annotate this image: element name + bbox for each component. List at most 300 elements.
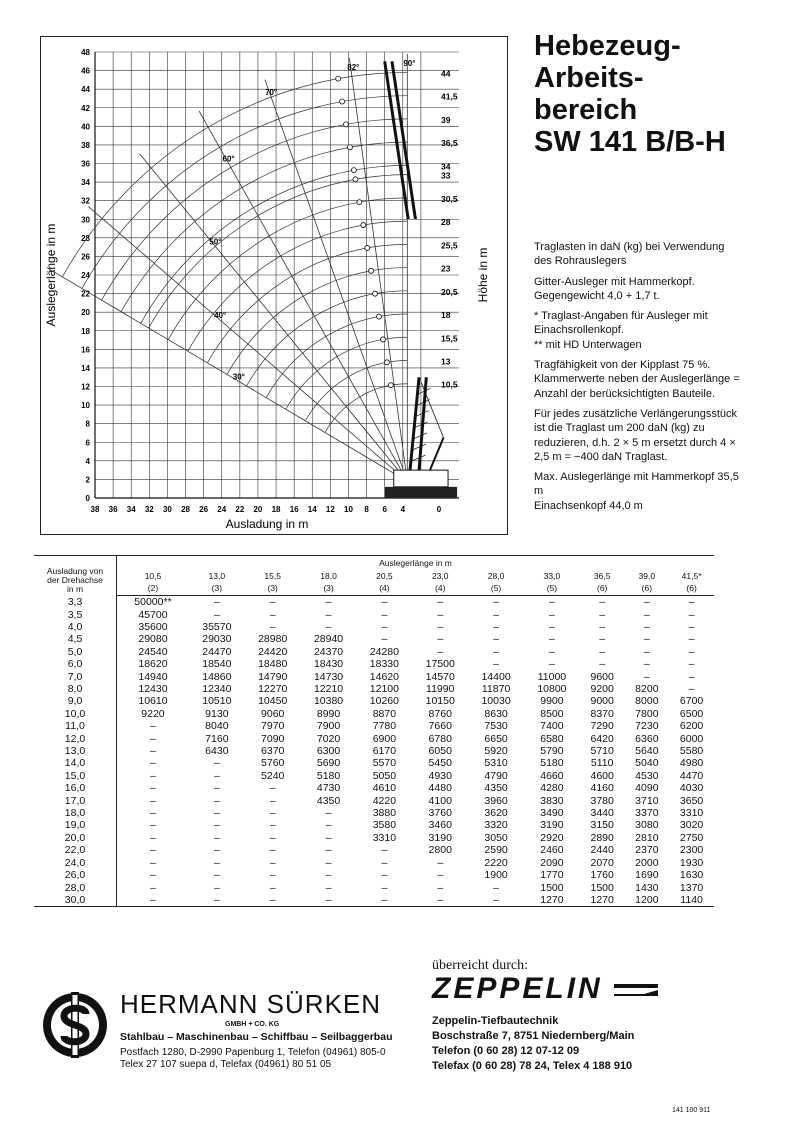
load-cell: – [325, 856, 332, 869]
boom-tip-marker [351, 168, 356, 173]
load-cell: – [468, 894, 524, 907]
load-cell: 6430 [205, 745, 229, 758]
manufacturer-block [40, 985, 400, 1070]
boom-length-label: 23 [441, 263, 451, 274]
load-cell: 4470 [679, 769, 704, 782]
x-tick-label: 14 [307, 505, 317, 514]
boom-angle-label: 50° [209, 237, 222, 247]
company-address [120, 1047, 386, 1071]
boom-length-label: 10,5 [441, 379, 458, 390]
table-row [34, 633, 714, 645]
y-tick-label: 40 [81, 122, 90, 132]
load-cell: – [213, 807, 220, 820]
dealer-block [432, 958, 732, 1074]
boom-angle-line [47, 268, 408, 485]
y-tick-label: 28 [81, 233, 90, 243]
load-cell: 10030 [481, 695, 511, 708]
x-tick-label: 4 [400, 505, 406, 514]
title-line: SW 141 B/B-H [534, 126, 726, 158]
load-cell: 9600 [590, 670, 614, 683]
load-cell: – [688, 633, 695, 646]
table-row [34, 720, 714, 732]
load-cell: – [269, 782, 276, 795]
load-cell: 11870 [481, 683, 511, 696]
load-cell: – [599, 633, 606, 646]
load-cell: – [269, 856, 276, 869]
table-row [34, 832, 714, 844]
radius-cell: 8,0 [34, 683, 117, 695]
load-cell: – [643, 658, 650, 671]
radius-cell: 22,0 [34, 844, 117, 856]
boom-tip-marker [384, 360, 389, 365]
working-range-diagram [40, 36, 508, 535]
load-cell: – [189, 894, 245, 907]
load-cell: 1270 [580, 894, 625, 907]
parts-count-header: (6) [625, 581, 670, 596]
load-cell: 5050 [372, 769, 397, 782]
boom-length-header: 10,5 [144, 570, 162, 581]
load-cell: 28940 [313, 633, 344, 646]
load-cell: – [437, 645, 444, 658]
load-cell: 6050 [428, 745, 452, 758]
load-cell: – [269, 869, 276, 882]
load-cell: – [381, 844, 388, 857]
load-cell: 2800 [428, 844, 452, 857]
load-cell: 3050 [484, 831, 508, 844]
note-text: Für jedes zusätzliche Verlängerungsstück ist die Traglast um 200 daN (kg) zu reduzieren, d.h. 2 × 5 m ersetzt durch 4 × 2,5 m = −400 daN Traglast. [534, 407, 737, 463]
load-cell: 3880 [372, 807, 397, 820]
note-text: Traglasten in daN (kg) bei Verwendung des Rohrauslegers [534, 241, 725, 268]
radius-cell: 13,0 [34, 745, 117, 757]
boom-length-header-row [34, 568, 714, 580]
load-cell: – [213, 869, 220, 882]
load-cell: 1930 [679, 856, 704, 869]
radius-cell: 24,0 [34, 857, 117, 869]
x-tick-label: 24 [217, 505, 227, 514]
load-cell: 14620 [369, 670, 399, 683]
load-cell: – [599, 645, 606, 658]
boom-angle-line [265, 80, 407, 482]
load-cell: 3310 [679, 807, 704, 820]
load-cell: – [549, 658, 555, 671]
load-cell: 14730 [313, 670, 344, 683]
company-address-line: Postfach 1280, D-2990 Papenburg 1, Telefon (04961) 805-0 [120, 1047, 386, 1058]
load-cell: 5760 [261, 757, 285, 770]
load-cell: 2440 [590, 844, 614, 857]
zeppelin-airship-icon [614, 982, 658, 998]
load-cell: – [269, 807, 276, 820]
parts-count-header: (5) [468, 581, 524, 596]
boom-length-label: 41,5 [441, 91, 458, 102]
load-cell: 5570 [372, 757, 397, 770]
load-cell: – [269, 844, 276, 857]
note-text: Gitter-Ausleger mit Hammerkopf. Gegengewicht 4,0 + 1,7 t. [534, 275, 695, 302]
load-cell: – [213, 782, 220, 795]
radius-cell: 3,3 [34, 596, 117, 609]
load-cell: 7780 [372, 720, 397, 733]
load-cell: – [688, 596, 695, 609]
load-cell: – [437, 620, 444, 633]
load-cell: 1430 [635, 881, 659, 894]
load-cell: – [599, 608, 606, 621]
load-cell: – [150, 732, 156, 745]
x-tick-label: 16 [289, 505, 299, 514]
load-cell: – [688, 658, 695, 671]
parts-count-header: (4) [356, 581, 412, 596]
load-cell: 5710 [590, 745, 614, 758]
radius-cell: 19,0 [34, 819, 117, 831]
load-cell: – [150, 782, 156, 795]
load-cell: – [643, 596, 650, 609]
boom-length-label: 33 [441, 170, 451, 181]
load-cell: – [150, 794, 156, 807]
y-tick-label: 20 [81, 308, 90, 318]
y-tick-label: 8 [85, 419, 90, 429]
table-row [34, 894, 714, 907]
company-name: HERMANN SÜRKEN [120, 989, 382, 1019]
table-row [34, 683, 714, 695]
load-cell: 5040 [635, 757, 659, 770]
load-cell: 2920 [540, 831, 564, 844]
load-cell: – [325, 831, 332, 844]
load-cell: 3960 [484, 794, 508, 807]
table-row [34, 708, 714, 720]
note-text: ** mit HD Unterwagen [534, 338, 642, 351]
load-cell: – [269, 881, 276, 894]
y-tick-label: 24 [81, 271, 90, 280]
table-row [34, 844, 714, 856]
load-cell: 17500 [425, 658, 455, 671]
load-cell: 4660 [540, 769, 564, 782]
document-number: 141 100 911 [672, 1107, 711, 1114]
y-tick-label: 32 [81, 196, 90, 206]
load-cell: 18430 [313, 658, 344, 671]
boom-angle-line [349, 58, 407, 481]
load-cell: 5920 [484, 745, 508, 758]
load-cell: – [325, 881, 332, 894]
load-cell: – [493, 881, 499, 894]
y-tick-label: 30 [81, 215, 90, 225]
load-cell: 7400 [540, 720, 564, 733]
load-cell: – [437, 633, 444, 646]
load-cell: 3080 [635, 819, 659, 832]
load-cell: – [549, 633, 555, 646]
load-cell: 6780 [428, 732, 452, 745]
parts-count-header: (6) [669, 581, 714, 596]
radius-cell: 7,0 [34, 671, 117, 683]
boom-length-label: 34 [441, 161, 451, 172]
note-text: Einachsenkopf 44,0 m [534, 499, 643, 512]
load-cell: 4350 [484, 782, 508, 795]
radius-header-line: in m [66, 583, 84, 594]
load-cell: 8500 [540, 707, 564, 720]
load-cell: – [493, 596, 499, 609]
load-cell: – [213, 831, 220, 844]
load-cell: – [549, 608, 555, 621]
table-row [34, 869, 714, 881]
load-cell: – [325, 819, 332, 832]
load-cell: 10800 [537, 683, 567, 696]
x-tick-label: 26 [199, 505, 209, 514]
load-cell: – [269, 819, 276, 832]
boom-length-label: 20,5 [441, 286, 458, 297]
load-cell: – [381, 596, 388, 609]
load-cell: – [493, 608, 499, 621]
load-cell: 28980 [258, 633, 288, 646]
load-cell: – [381, 869, 388, 882]
load-cell: 3490 [540, 807, 564, 820]
load-cell: 29030 [202, 633, 232, 646]
x-tick-label: 12 [325, 505, 335, 514]
y-tick-label: 10 [81, 401, 90, 411]
load-cell: 3020 [679, 819, 704, 832]
table-row [34, 882, 714, 894]
load-cell: – [643, 645, 650, 658]
x-tick-label: 38 [90, 505, 100, 514]
load-cell: – [381, 881, 388, 894]
load-cell: 1630 [679, 869, 704, 882]
load-cell: 12270 [258, 683, 288, 696]
radius-cell: 20,0 [34, 832, 117, 844]
load-cell: 6700 [679, 695, 704, 708]
radius-cell: 15,0 [34, 770, 117, 782]
load-cell: 4280 [540, 782, 564, 795]
load-cell: 3580 [372, 819, 397, 832]
load-cell: 8990 [316, 707, 341, 720]
x-tick-label: 0 [436, 505, 442, 514]
load-cell: 4090 [635, 782, 659, 795]
boom-length-label: 25,5 [441, 240, 458, 251]
load-cell: – [213, 769, 220, 782]
boom-angle-line [140, 154, 408, 481]
load-cell: 10510 [202, 695, 232, 708]
radius-header [34, 556, 117, 596]
load-cell: 7900 [316, 720, 341, 733]
load-cell: – [213, 856, 220, 869]
parts-count-header: (3) [301, 581, 357, 596]
y-tick-label: 46 [81, 66, 90, 76]
radius-cell: 28,0 [34, 882, 117, 894]
load-cell: 2590 [484, 844, 508, 857]
radius-cell: 5,0 [34, 646, 117, 658]
radius-cell: 12,0 [34, 733, 117, 745]
load-cell: 3830 [540, 794, 564, 807]
boom-length-header: 41,5* [681, 570, 702, 581]
load-cell: – [381, 633, 388, 646]
load-cell: 4160 [590, 782, 614, 795]
load-cell: 7160 [205, 732, 229, 745]
load-table-body [34, 596, 714, 907]
boom-length-label: 30,5 [441, 193, 458, 204]
load-cell: 4100 [428, 794, 452, 807]
radius-cell: 4,5 [34, 633, 117, 645]
load-cell: 2370 [635, 844, 659, 857]
y-tick-label: 36 [81, 159, 90, 169]
boom-length-header: 39,0 [638, 570, 656, 581]
boom-length-label: 44 [441, 68, 451, 79]
load-cell: 1770 [540, 869, 564, 882]
table-row [34, 658, 714, 670]
dealer-brand-name: ZEPPELIN [432, 972, 603, 1005]
load-cell: 6300 [316, 745, 341, 758]
boom-length-header: 18,0 [320, 570, 337, 581]
load-cell: 4790 [484, 769, 508, 782]
load-table [34, 555, 714, 907]
parts-count-header: (6) [580, 581, 625, 596]
table-row [34, 745, 714, 757]
load-cell: 7800 [635, 707, 659, 720]
company-address-line: Telex 27 107 suepa d, Telefax (04961) 80 51 05 [120, 1059, 332, 1070]
load-cell: 3460 [428, 819, 452, 832]
load-cell: – [688, 645, 695, 658]
y-tick-label: 18 [81, 326, 90, 336]
radius-cell: 6,0 [34, 658, 117, 670]
load-cell: 12210 [313, 683, 344, 696]
load-cell: – [325, 608, 332, 621]
load-cell: 3150 [590, 819, 614, 832]
boom-length-header: 28,0 [487, 570, 505, 581]
boom-length-label: 28 [441, 217, 451, 228]
boom-length-group-header: Auslegerlänge in m [117, 556, 715, 569]
note-text: * Traglast-Angaben für Ausleger mit Einachsrollenkopf. [534, 310, 708, 337]
load-cell: 6170 [372, 745, 397, 758]
load-cell: – [381, 856, 388, 869]
y-tick-label: 4 [85, 456, 90, 466]
load-cell: 8200 [635, 683, 659, 696]
load-cell: 5180 [540, 757, 564, 770]
crane-crawler [385, 487, 457, 498]
boom-tip-marker [388, 383, 393, 388]
table-row [34, 857, 714, 869]
y-tick-label: 26 [81, 252, 90, 262]
x-tick-label: 8 [364, 505, 369, 514]
load-cell: 2810 [635, 831, 659, 844]
load-cell: 9130 [205, 707, 229, 720]
dealer-contact [432, 1014, 732, 1074]
manufacturer-logo [40, 990, 110, 1060]
boom-tip-marker [357, 200, 362, 205]
radius-cell: 17,0 [34, 795, 117, 807]
load-cell: 14790 [258, 670, 288, 683]
boom-tip-marker [353, 177, 358, 182]
x-tick-label: 6 [382, 505, 387, 514]
dealer-logo [432, 972, 732, 1006]
x-tick-label: 18 [271, 505, 281, 514]
table-row [34, 621, 714, 633]
radius-header-line: Ausladung von [46, 565, 104, 576]
load-cell: 10610 [138, 695, 168, 708]
load-cell: 4730 [316, 782, 341, 795]
load-cell: – [117, 894, 189, 907]
radius-cell: 10,0 [34, 708, 117, 720]
load-cell: – [150, 757, 156, 770]
load-cell: 2750 [679, 831, 704, 844]
load-cell: – [325, 807, 332, 820]
load-cell: – [269, 608, 276, 621]
radius-cell: 30,0 [34, 894, 117, 907]
load-cell: 3440 [590, 807, 614, 820]
x-tick-label: 20 [253, 505, 263, 514]
load-cell: – [269, 794, 276, 807]
y-tick-label: 12 [81, 382, 90, 392]
load-cell: – [213, 819, 220, 832]
load-cell: 14860 [202, 670, 232, 683]
load-cell: 12340 [202, 683, 232, 696]
load-table-wrapper [34, 555, 714, 907]
load-cell: 5450 [428, 757, 452, 770]
load-cell: – [213, 608, 220, 621]
load-cell: 10450 [258, 695, 288, 708]
parts-count-header: (5) [524, 581, 580, 596]
y-tick-label: 16 [81, 345, 90, 355]
load-cell: 6650 [484, 732, 508, 745]
table-row [34, 757, 714, 769]
load-cell: 1370 [679, 881, 704, 894]
load-cell: – [150, 869, 156, 882]
parts-count-header: (4) [412, 581, 468, 596]
load-cell: 3710 [635, 794, 659, 807]
title-line: Hebezeug- [534, 30, 681, 62]
y-tick-label: 44 [81, 85, 90, 95]
load-cell: – [549, 620, 555, 633]
boom-tip-marker [361, 223, 366, 228]
load-cell: – [213, 844, 220, 857]
load-cell: 4480 [428, 782, 452, 795]
boom-angle-label: 90° [403, 58, 416, 68]
load-cell: 7020 [316, 732, 341, 745]
load-cell: 10150 [425, 695, 455, 708]
load-cell: 5640 [635, 745, 659, 758]
company-business-lines: Stahlbau – Maschinenbau – Schiffbau – Seilbaggerbau [120, 1031, 393, 1043]
load-cell: 1500 [540, 881, 564, 894]
boom-angle-label: 30° [232, 372, 245, 382]
y-tick-label: 34 [81, 178, 90, 188]
load-cell: 4220 [372, 794, 397, 807]
x-tick-label: 36 [108, 505, 118, 514]
load-cell: 1270 [524, 894, 580, 907]
radius-cell: 14,0 [34, 757, 117, 769]
load-cell: 9220 [141, 707, 165, 720]
load-cell: 1690 [635, 869, 659, 882]
boom-tip-marker [369, 268, 374, 273]
load-cell: 11990 [426, 683, 455, 696]
load-cell: 4610 [372, 782, 397, 795]
load-cell: 1200 [625, 894, 670, 907]
load-cell: – [643, 670, 650, 683]
load-cell: 18330 [369, 658, 399, 671]
boom-length-label: 36,5 [441, 138, 458, 149]
load-cell: 7660 [428, 720, 452, 733]
note-text: Tragfähigkeit von der Kipplast 75 %. Klammerwerte neben der Auslegerlänge = Anzahl der berücksichtigten Bauteile. [534, 359, 740, 400]
load-cell: 2000 [635, 856, 659, 869]
load-cell: 24540 [138, 645, 168, 658]
load-cell: 8630 [484, 707, 508, 720]
x-axis-label: Ausladung in m [225, 517, 309, 531]
load-cell: 5240 [261, 769, 285, 782]
load-cell: – [493, 620, 499, 633]
load-cell: 6000 [679, 732, 704, 745]
load-cell: 4600 [590, 769, 614, 782]
title-line: bereich [534, 94, 638, 126]
y-tick-label: 48 [81, 48, 90, 57]
load-cell: 6420 [590, 732, 614, 745]
y-tick-label: 38 [81, 140, 90, 150]
load-cell: 35570 [202, 620, 232, 633]
x-tick-label: 10 [344, 505, 353, 514]
load-cell: 35600 [138, 620, 168, 633]
load-cell: 6360 [635, 732, 659, 745]
load-cell: – [493, 658, 499, 671]
